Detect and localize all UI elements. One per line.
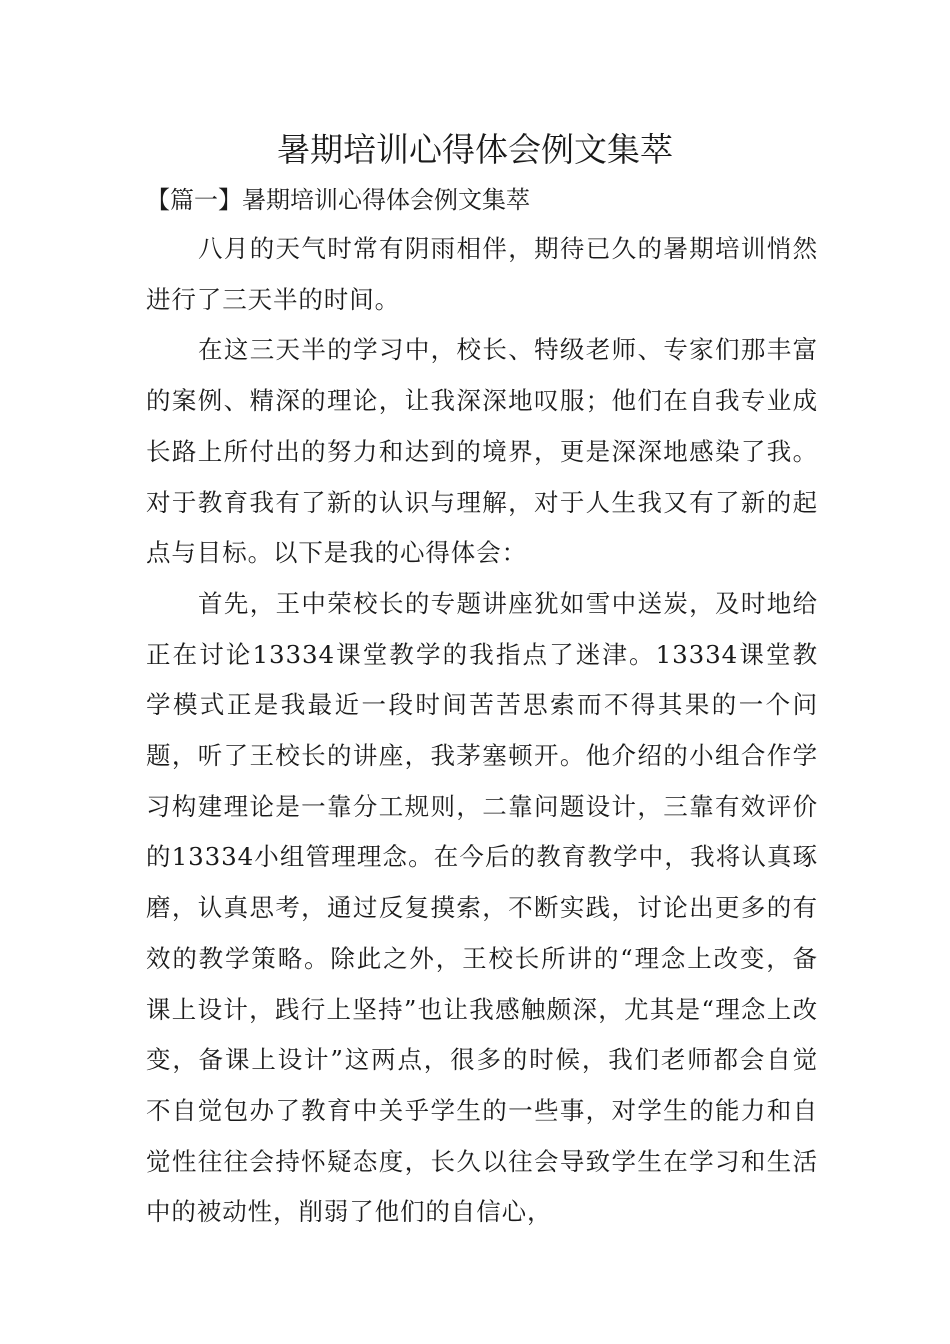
paragraph: 八月的天气时常有阴雨相伴，期待已久的暑期培训悄然进行了三天半的时间。 — [146, 234, 818, 314]
document-body — [146, 224, 818, 1238]
document-title: 暑期培训心得体会例文集萃 — [277, 130, 673, 169]
paragraph: 首先，王中荣校长的专题讲座犹如雪中送炭，及时地给正在讨论13334课堂教学的我指点了迷津。13334课堂教学模式正是我最近一段时间苦苦思索而不得其果的一个问题，听了王校长的讲座，我茅塞顿开。他介绍的小组合作学习构建理论是一靠分工规则，二靠问题设计，三靠有效评价的13334小组管理理念。在今后的教育教学中，我将认真琢磨，认真思考，通过反复摸索，不断实践，讨论出更多的有效的教学策略。除此之外，王校长所讲的“理念上改变，备课上设计，践行上坚持”也让我感触颇深，尤其是“理念上改变，备课上设计”这两点，很多的时候，我们老师都会自觉不自觉包办了教育中关乎学生的一些事，对学生的能力和自觉性往往会持怀疑态度，长久以往会导致学生在学习和生活中的被动性，削弱了他们的自信心， — [146, 588, 818, 1227]
paragraph: 在这三天半的学习中，校长、特级老师、专家们那丰富的案例、精深的理论，让我深深地叹服；他们在自我专业成长路上所付出的努力和达到的境界，更是深深地感染了我。对于教育我有了新的认识与理解，对于人生我又有了新的起点与目标。以下是我的心得体会： — [146, 335, 818, 568]
section-heading: 【篇一】暑期培训心得体会例文集萃 — [146, 186, 530, 214]
